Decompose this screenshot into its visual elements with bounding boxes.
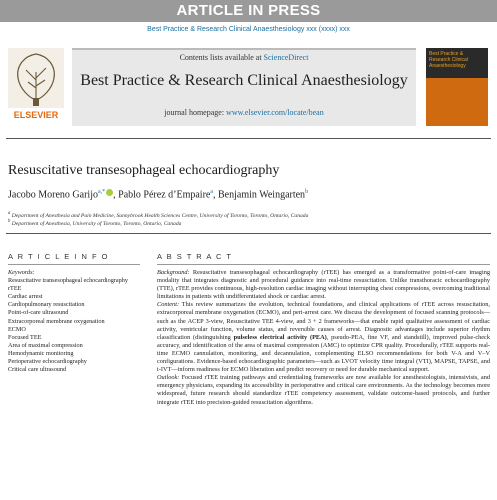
- author-affiliation-mark[interactable]: a,*: [97, 189, 106, 195]
- author-separator: ,: [213, 189, 219, 201]
- abstract-rule: [157, 264, 490, 265]
- author-separator: ,: [113, 189, 119, 201]
- outlook-text: Focused rTEE training pathways and credentialing frameworks are now available for anesthesiologists, intensivists, and emergency physicians, expanding its accessibility in perioperative and critical care environments. As the technology becomes more widespread, future research should standardize rTEE competency assessment, validate outcome-based protocols, and further integrate rTEE into precision-guided resuscitation algorithms.: [157, 374, 491, 406]
- homepage-prefix: journal homepage:: [164, 108, 227, 117]
- contents-prefix: Contents lists available at: [179, 53, 264, 62]
- keyword: Critical care ultrasound: [8, 366, 67, 374]
- keyword: Cardiopulmonary resuscitation: [8, 301, 85, 309]
- background-label: Background:: [157, 269, 190, 276]
- cover-band: [426, 78, 488, 126]
- keywords-label: Keywords:: [8, 269, 35, 276]
- author-name[interactable]: Pablo Pérez d’Empaire: [118, 189, 211, 201]
- homepage-link[interactable]: www.elsevier.com/locate/bean: [226, 108, 324, 117]
- abstract-content: [157, 301, 490, 374]
- cover-title: Best Practice & Research Clinical Anaesthesiology: [426, 48, 488, 78]
- keyword: Point-of-care ultrasound: [8, 309, 69, 317]
- article-info-heading: A R T I C L E I N F O: [8, 252, 109, 261]
- keyword: Cardiac arrest: [8, 293, 43, 301]
- abstract-body: [157, 269, 490, 407]
- keyword: Resuscitative transesophageal echocardiography: [8, 277, 128, 285]
- abstract-heading: A B S T R A C T: [157, 252, 233, 261]
- article-in-press-banner: ARTICLE IN PRESS: [0, 0, 497, 22]
- publisher-wordmark: ELSEVIER: [13, 110, 59, 120]
- header-divider: [6, 138, 491, 139]
- author-name[interactable]: Jacobo Moreno Garijo: [8, 189, 98, 201]
- outlook-label: Outlook:: [157, 374, 180, 382]
- author-affiliation-mark[interactable]: b: [305, 189, 309, 195]
- keywords-list: [8, 269, 138, 374]
- affiliation-mark: a: [8, 211, 11, 216]
- keyword: Extracorporeal membrane oxygenation: [8, 317, 105, 325]
- content-text-continued: , pseudo-PEA, fine VF, and standstill), improved pulse-check accuracy, and identification of the area of maximal compression (AMC) to optimize CPR quality. Procedurally, rTEE supports real-time ECMO cannulation, monitoring, and decannulation, complementing ELSO recommendations for both V-A and V–V configurations. Evidence-based echocardiographic parameters—such as LVOT velocity time integral (VTI), MAPSE, TAPSE, and t-IVT—inform readiness for ECMO liberation and predict recovery or need for durable mechanical support.: [157, 333, 490, 374]
- content-text: This review summarizes the evolution, technical foundations, and clinical applications of rTEE across resuscitation, extracorporeal membrane oxygenation (ECMO), and peri-arrest care. We discuss the development of focused scanning protocols—such as the ACEP 3-view, Resuscitative TEE 4-view, and 3 + 2 frameworks—that enable rapid qualitative assessment of cardiac activity, ventricular function, volume status, and reversible causes of arrest. Diagnostic advantages include superior rhythm classification (distinguishing: [157, 301, 490, 341]
- abstract-background: [157, 269, 490, 301]
- keyword: rTEE: [8, 285, 22, 293]
- affiliation-text: Department of Anesthesia and Pain Medicine, Sunnybrook Health Sciences Centre, University of Toronto, Toronto, Ontario, Canada: [11, 212, 309, 219]
- contents-line: [72, 53, 416, 62]
- content-label: Content:: [157, 301, 180, 309]
- keyword: Area of maximal compression: [8, 341, 83, 349]
- affiliation-mark: b: [8, 219, 11, 224]
- author-affiliation-mark[interactable]: a: [210, 189, 214, 195]
- affiliation-divider: [6, 233, 491, 234]
- journal-banner: [72, 48, 416, 126]
- elsevier-logo: [8, 48, 64, 122]
- affiliation-a: [8, 211, 308, 219]
- keyword: Perioperative echocardiography: [8, 358, 87, 366]
- keyword: ECMO: [8, 325, 26, 333]
- sciencedirect-link[interactable]: ScienceDirect: [263, 53, 309, 62]
- journal-homepage: [72, 108, 416, 117]
- author-list: [8, 189, 308, 200]
- content-bold-term: pulseless electrical activity (PEA): [233, 333, 327, 341]
- article-info-rule: [8, 264, 140, 265]
- keyword: Focused TEE: [8, 333, 42, 341]
- keyword: Hemodynamic monitoring: [8, 349, 74, 357]
- author-name[interactable]: Benjamin Weingarten: [218, 189, 306, 201]
- journal-citation-link[interactable]: Best Practice & Research Clinical Anaesthesiology xxx (xxxx) xxx: [147, 26, 350, 33]
- article-title: Resuscitative transesophageal echocardiography: [8, 163, 280, 178]
- affiliation-text: Department of Anesthesia, University of Toronto, Toronto, Ontario, Canada: [11, 220, 182, 227]
- journal-cover-image: [426, 48, 488, 126]
- affiliation-b: [8, 219, 181, 227]
- background-text: Resuscitative transesophageal echocardiography (rTEE) has emerged as a transformative point-of-care imaging modality that integrates diagnostic and procedural guidance into real-time resuscitation. Unlike transthoracic echocardiography (TTE), rTEE provides continuous, high-resolution cardiac imaging without interrupting chest compressions, overcoming traditional limitations in patients with undifferentiated shock or cardiac arrest.: [157, 269, 491, 301]
- abstract-outlook: [157, 374, 490, 406]
- journal-title: Best Practice & Research Clinical Anaesthesiology: [80, 72, 408, 89]
